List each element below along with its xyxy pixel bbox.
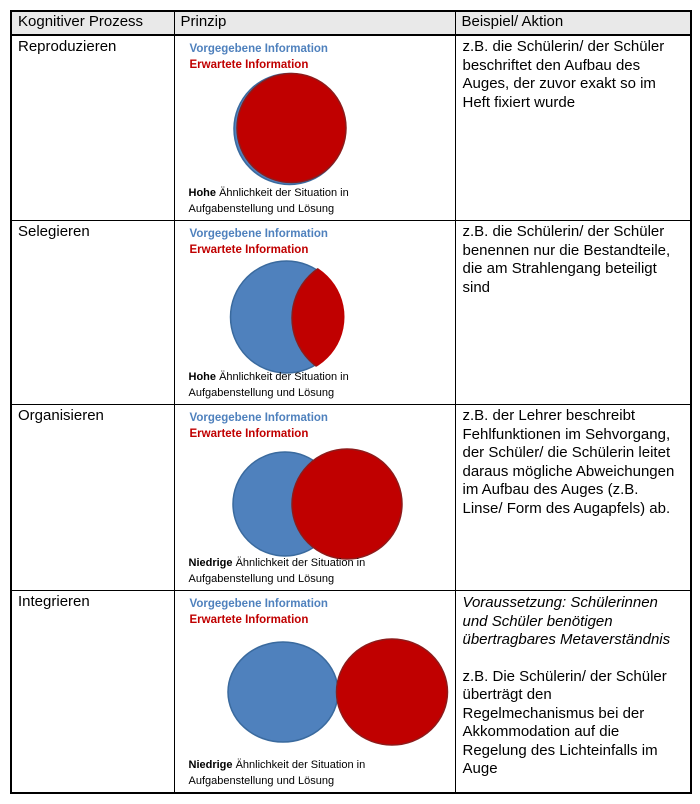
process-name: Organisieren [11, 405, 174, 591]
column-header-principle: Prinzip [174, 11, 455, 35]
header-row [11, 11, 691, 35]
example-prerequisite-note: Voraussetzung: Schülerinnen und Schüler benötigen übertragbares Metaverständnis [462, 594, 671, 648]
legend-expected-label: Erwartete Information [189, 244, 309, 256]
legend-expected-label: Erwartete Information [189, 59, 309, 71]
legend-given-label: Vorgegebene Information [189, 598, 328, 610]
process-name: Reproduzieren [11, 35, 174, 221]
venn-legend [175, 36, 454, 73]
table-row-organisieren [11, 405, 691, 591]
legend-expected-label: Erwartete Information [189, 428, 309, 440]
similarity-level: Hohe [188, 187, 216, 199]
legend-given-label: Vorgegebene Information [189, 43, 328, 55]
similarity-caption [189, 758, 397, 789]
venn-diagram-near-total-overlap [175, 36, 454, 220]
cognitive-process-table [10, 10, 692, 794]
legend-given-label: Vorgegebene Information [189, 412, 328, 424]
similarity-text: Ähnlichkeit der Situation in Aufgabenstellung und Lösung [188, 557, 366, 585]
process-name: Integrieren [11, 591, 174, 794]
similarity-text: Ähnlichkeit der Situation in Aufgabenstellung und Lösung [188, 371, 349, 399]
cognitive-process-table-wrap [10, 10, 692, 794]
similarity-text: Ähnlichkeit der Situation in Aufgabenstellung und Lösung [188, 759, 366, 787]
similarity-level: Niedrige [188, 759, 233, 771]
example-text: z.B. die Schülerin/ der Schüler beschriftet den Aufbau des Auges, der zuvor exakt so im Heft fixiert wurde [462, 38, 665, 111]
venn-legend [175, 405, 454, 442]
expected-information-circle [292, 258, 412, 378]
expected-information-circle [336, 639, 447, 745]
table-row-integrieren [11, 591, 691, 794]
example-text: z.B. die Schülerin/ der Schüler benennen nur die Bestandteile, die am Strahlengang beteiligt sind [462, 223, 671, 296]
similarity-caption [189, 370, 397, 401]
expected-information-circle [237, 74, 346, 183]
table-row-reproduzieren [11, 35, 691, 221]
legend-expected-label: Erwartete Information [189, 614, 309, 626]
similarity-level: Niedrige [188, 557, 233, 569]
similarity-text: Ähnlichkeit der Situation in Aufgabenstellung und Lösung [188, 187, 349, 215]
table-row-selegieren [11, 221, 691, 405]
similarity-level: Hohe [188, 371, 216, 383]
process-name: Selegieren [11, 221, 174, 405]
expected-information-circle [292, 449, 402, 559]
example-text: z.B. Die Schülerin/ der Schüler überträgt den Regelmechanismus bei der Akkommodation auf die Regelung des Lichteinfalls im Auge [462, 667, 667, 777]
example-text: z.B. der Lehrer beschreibt Fehlfunktionen im Sehvorgang, der Schüler/ die Schülerin leitet daraus mögliche Abweichungen im Aufbau des Auges (z.B. Linse/ Form des Augapfels) ab. [462, 407, 675, 517]
venn-diagram-partial-overlap [175, 405, 454, 590]
legend-given-label: Vorgegebene Information [189, 228, 328, 240]
given-information-circle [228, 642, 338, 742]
venn-legend [175, 221, 454, 258]
similarity-caption [189, 186, 397, 217]
similarity-caption [189, 556, 397, 587]
venn-diagram-no-overlap [175, 591, 454, 792]
venn-legend [175, 591, 454, 628]
column-header-process: Kognitiver Prozess [11, 11, 174, 35]
column-header-example: Beispiel/ Aktion [455, 11, 691, 35]
venn-diagram-contained-overlap [175, 221, 454, 404]
